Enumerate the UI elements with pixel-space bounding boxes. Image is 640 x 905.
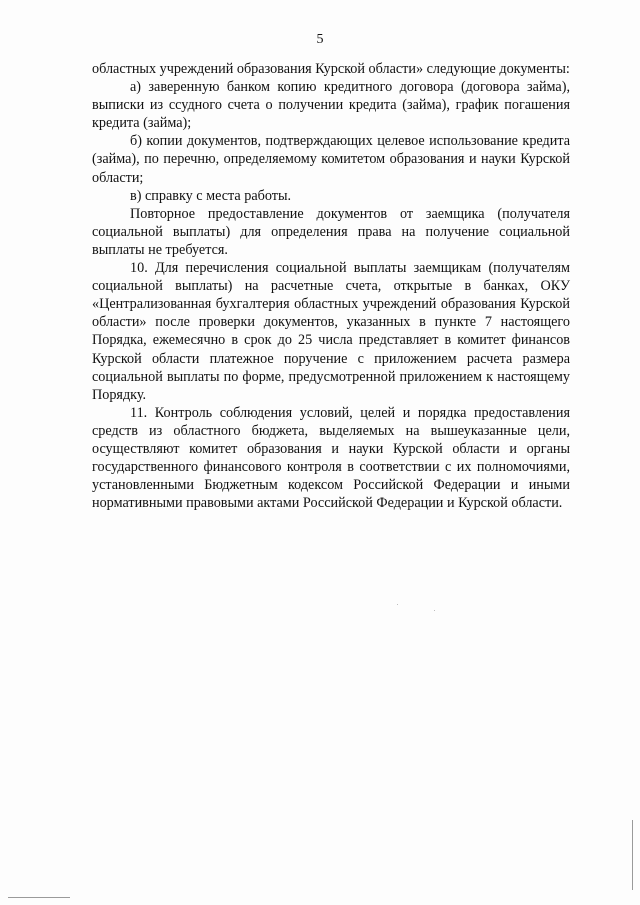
paragraph-intro-continuation: областных учреждений образования Курской области» следующие документы: bbox=[92, 61, 570, 77]
page-number: 5 bbox=[316, 32, 324, 47]
scan-speck bbox=[434, 610, 435, 611]
paragraph-item-a: а) заверенную банком копию кредитного договора (договора займа), выписки из ссудного счета о получении кредита (займа), график погашения кредита (займа); bbox=[92, 79, 570, 132]
document-body bbox=[92, 60, 570, 512]
paragraph-clause-11: 11. Контроль соблюдения условий, целей и порядка предоставления средств из областного бюджета, выделяемых на вышеуказанные цели, осуществляют комитет образования и науки Курской области и органы государственного финансового контроля в соответствии с их полномочиями, установленными Бюджетным кодексом Российской Федерации и иными нормативными правовыми актами Российской Федерации и Курской области. bbox=[92, 404, 570, 512]
paragraph-repeat-submission: Повторное предоставление документов от заемщика (получателя социальной выплаты) для определения права на получение социальной выплаты не требуется. bbox=[92, 205, 570, 258]
paragraph-clause-10: 10. Для перечисления социальной выплаты заемщикам (получателям социальной выплаты) на расчетные счета, открытые в банках, ОКУ «Централизованная бухгалтерия областных учреждений образования Курской области» после проверки документов, указанных в пункте 7 настоящего Порядка, ежемесячно в срок до 25 числа представляет в комитет финансов Курской области платежное поручение с приложением расчета размера социальной выплаты по форме, предусмотренной приложением к настоящему Порядку. bbox=[92, 260, 570, 403]
paragraph-item-b: б) копии документов, подтверждающих целевое использование кредита (займа), по перечню, определяемому комитетом образования и науки Курской области; bbox=[92, 133, 570, 186]
scan-edge-line-bottom bbox=[8, 897, 70, 898]
scan-speck bbox=[397, 604, 398, 605]
scan-edge-line-right bbox=[632, 820, 633, 890]
paragraph-item-c: в) справку с места работы. bbox=[130, 187, 292, 204]
